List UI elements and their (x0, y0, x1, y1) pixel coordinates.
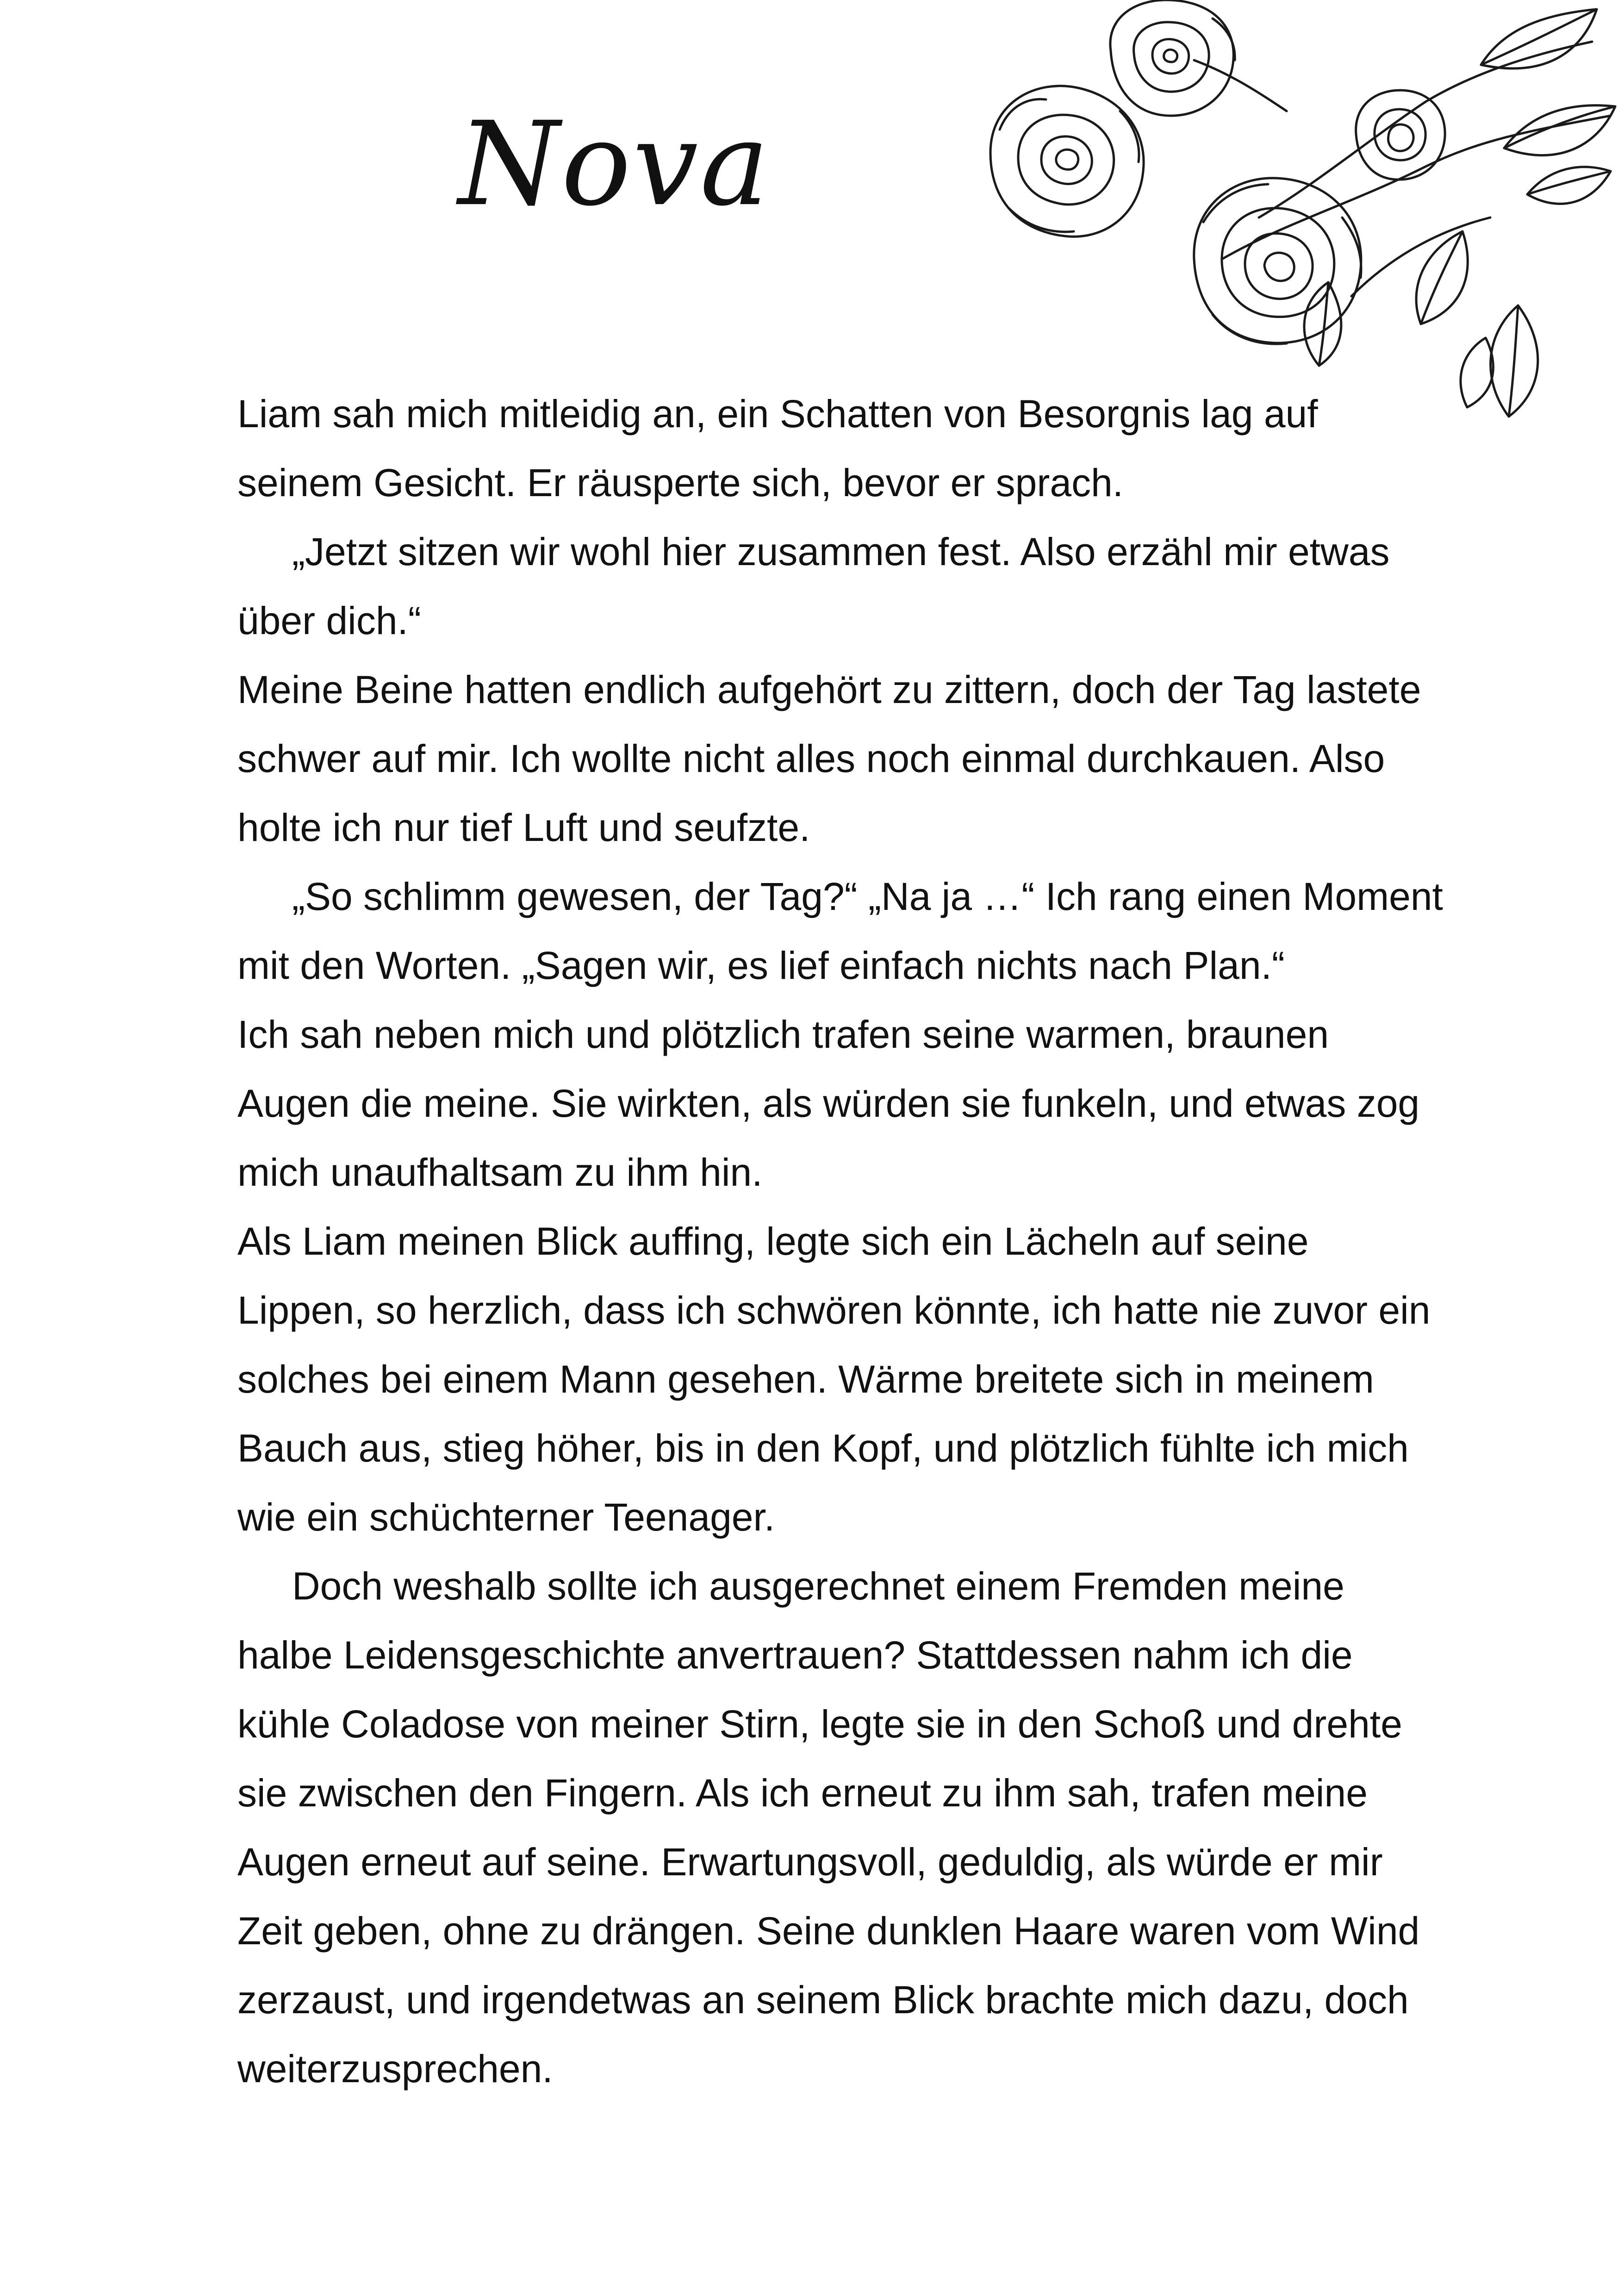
rose-flower (1194, 178, 1361, 344)
text-line: Augen die meine. Sie wirkten, als würden sie funkeln, und etwas zog (237, 1082, 1420, 1125)
rose-bouquet-illustration (935, 0, 1618, 440)
text-line: über dich.“ (237, 599, 421, 642)
text-line: sie zwischen den Fingern. Als ich erneut zu ihm sah, trafen meine (237, 1771, 1368, 1815)
text-line: Zeit geben, ohne zu drängen. Seine dunklen Haare waren vom Wind (237, 1909, 1420, 1953)
text-line: Als Liam meinen Blick auffing, legte sich ein Lächeln auf seine (237, 1220, 1309, 1263)
text-line: holte ich nur tief Luft und seufzte. (237, 806, 810, 849)
text-line: Bauch aus, stieg höher, bis in den Kopf, und plötzlich fühlte ich mich (237, 1426, 1409, 1470)
text-line: halbe Leidensgeschichte anvertrauen? Stattdessen nahm ich die (237, 1633, 1353, 1677)
text-line: kühle Coladose von meiner Stirn, legte sie in den Schoß und drehte (237, 1702, 1402, 1746)
rose-leaf (1481, 9, 1597, 68)
text-line: zerzaust, und irgendetwas an seinem Blick brachte mich dazu, doch (237, 1978, 1409, 2022)
text-line: wie ein schüchterner Teenager. (237, 1495, 775, 1539)
rose-stem (1351, 218, 1490, 296)
text-line: Ich sah neben mich und plötzlich trafen seine warmen, braunen (237, 1013, 1329, 1056)
text-line: Doch weshalb sollte ich ausgerechnet einem Fremden meine (292, 1564, 1344, 1608)
text-line: weiterzusprechen. (237, 2047, 553, 2091)
body-text (237, 380, 1552, 2103)
rose-flower (1356, 90, 1445, 180)
text-line: solches bei einem Mann gesehen. Wärme breitete sich in meinem (237, 1357, 1374, 1401)
text-line: Augen erneut auf seine. Erwartungsvoll, geduldig, als würde er mir (237, 1840, 1383, 1884)
text-line: Meine Beine hatten endlich aufgehört zu zittern, doch der Tag lastete (237, 668, 1421, 711)
rose-leaf (1416, 231, 1468, 324)
chapter-title: Nova (458, 97, 771, 231)
text-line: schwer auf mir. Ich wollte nicht alles noch einmal durchkauen. Also (237, 737, 1385, 780)
rose-leaf (1304, 282, 1341, 366)
text-line: „So schlimm gewesen, der Tag?“ „Na ja …“ Ich rang einen Moment (292, 875, 1443, 918)
text-line: „Jetzt sitzen wir wohl hier zusammen fest. Also erzähl mir etwas (292, 530, 1390, 573)
rose-flower (1110, 0, 1235, 116)
text-line: seinem Gesicht. Er räusperte sich, bevor er sprach. (237, 461, 1124, 504)
text-line: Liam sah mich mitleidig an, ein Schatten von Besorgnis lag auf (237, 392, 1318, 436)
rose-leaf (1504, 106, 1615, 156)
rose-flower (990, 86, 1144, 237)
rose-leaf (1527, 167, 1611, 204)
text-line: mit den Worten. „Sagen wir, es lief einfach nichts nach Plan.“ (237, 944, 1285, 987)
text-line: Lippen, so herzlich, dass ich schwören könnte, ich hatte nie zuvor ein (237, 1288, 1431, 1332)
text-line: mich unaufhaltsam zu ihm hin. (237, 1151, 763, 1194)
